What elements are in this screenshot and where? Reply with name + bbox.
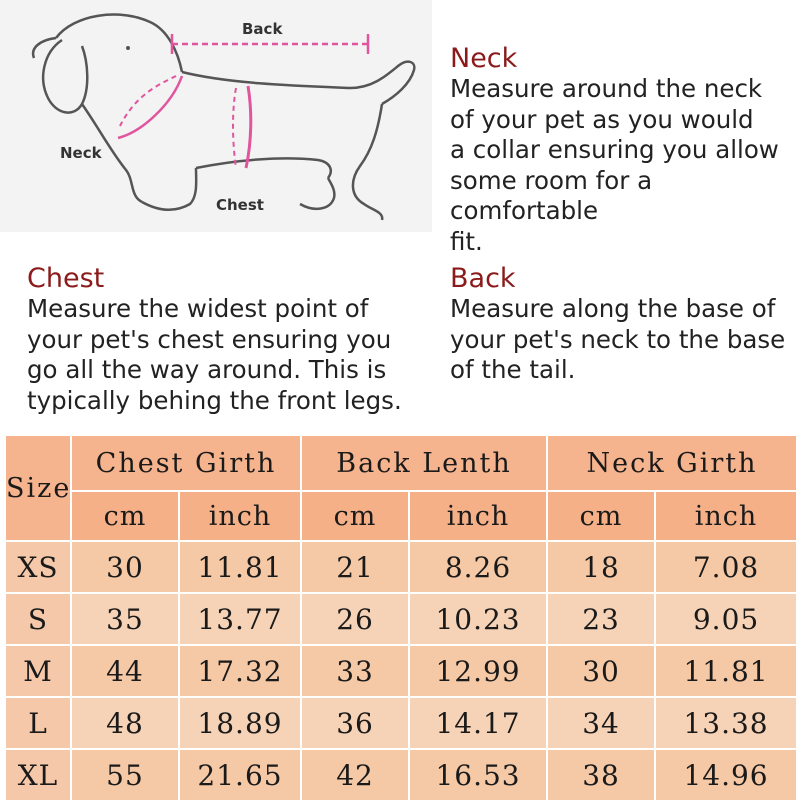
- size-cell: XS: [5, 541, 71, 593]
- size-chart-table: [4, 434, 798, 802]
- table-cell: 34: [547, 697, 655, 749]
- table-header-row-groups: [5, 435, 797, 491]
- chest-info-title: Chest: [27, 263, 105, 294]
- chest-info-body: Measure the widest point of your pet's chest ensuring you go all the way around. This is typically behing the front legs.: [27, 294, 402, 415]
- table-header-row-units: [5, 491, 797, 541]
- chest-diagram-label: Chest: [216, 196, 264, 214]
- table-row: [5, 593, 797, 645]
- size-cell: S: [5, 593, 71, 645]
- back-diagram-label: Back: [242, 20, 283, 38]
- table-cell: 13.77: [179, 593, 301, 645]
- table-cell: 7.08: [655, 541, 797, 593]
- table-cell: 55: [71, 749, 179, 801]
- table-cell: 11.81: [655, 645, 797, 697]
- table-cell: 44: [71, 645, 179, 697]
- chest-girth-header: Chest Girth: [71, 435, 301, 491]
- unit-header: cm: [301, 491, 409, 541]
- unit-header: cm: [71, 491, 179, 541]
- table-cell: 8.26: [409, 541, 547, 593]
- table-cell: 14.96: [655, 749, 797, 801]
- table-cell: 9.05: [655, 593, 797, 645]
- table-row: [5, 541, 797, 593]
- size-column-header: Size: [5, 435, 71, 541]
- table-row: [5, 645, 797, 697]
- table-cell: 13.38: [655, 697, 797, 749]
- back-info-block: [450, 264, 800, 386]
- chest-info-block: [27, 264, 427, 416]
- size-cell: XL: [5, 749, 71, 801]
- table-cell: 14.17: [409, 697, 547, 749]
- table-cell: 30: [71, 541, 179, 593]
- table-cell: 38: [547, 749, 655, 801]
- table-cell: 18.89: [179, 697, 301, 749]
- neck-girth-header: Neck Girth: [547, 435, 797, 491]
- table-cell: 21: [301, 541, 409, 593]
- table-cell: 48: [71, 697, 179, 749]
- table-row: [5, 697, 797, 749]
- table-cell: 26: [301, 593, 409, 645]
- table-cell: 16.53: [409, 749, 547, 801]
- size-cell: L: [5, 697, 71, 749]
- table-cell: 23: [547, 593, 655, 645]
- neck-info-title: Neck: [450, 43, 518, 74]
- back-info-title: Back: [450, 263, 516, 294]
- table-cell: 18: [547, 541, 655, 593]
- table-cell: 21.65: [179, 749, 301, 801]
- table-cell: 35: [71, 593, 179, 645]
- table-cell: 30: [547, 645, 655, 697]
- unit-header: inch: [179, 491, 301, 541]
- table-cell: 36: [301, 697, 409, 749]
- back-info-body: Measure along the base of your pet's neck to the base of the tail.: [450, 294, 786, 384]
- table-cell: 10.23: [409, 593, 547, 645]
- table-cell: 42: [301, 749, 409, 801]
- table-row: [5, 749, 797, 801]
- neck-info-body: Measure around the neck of your pet as you would a collar ensuring you allow some room for a comfortable fit.: [450, 74, 779, 256]
- table-cell: 33: [301, 645, 409, 697]
- unit-header: inch: [655, 491, 797, 541]
- neck-diagram-label: Neck: [60, 144, 102, 162]
- table-cell: 12.99: [409, 645, 547, 697]
- unit-header: inch: [409, 491, 547, 541]
- table-cell: 17.32: [179, 645, 301, 697]
- unit-header: cm: [547, 491, 655, 541]
- back-length-header: Back Lenth: [301, 435, 547, 491]
- table-cell: 11.81: [179, 541, 301, 593]
- neck-info-block: [450, 44, 800, 257]
- size-cell: M: [5, 645, 71, 697]
- dog-measurement-diagram: [0, 0, 432, 232]
